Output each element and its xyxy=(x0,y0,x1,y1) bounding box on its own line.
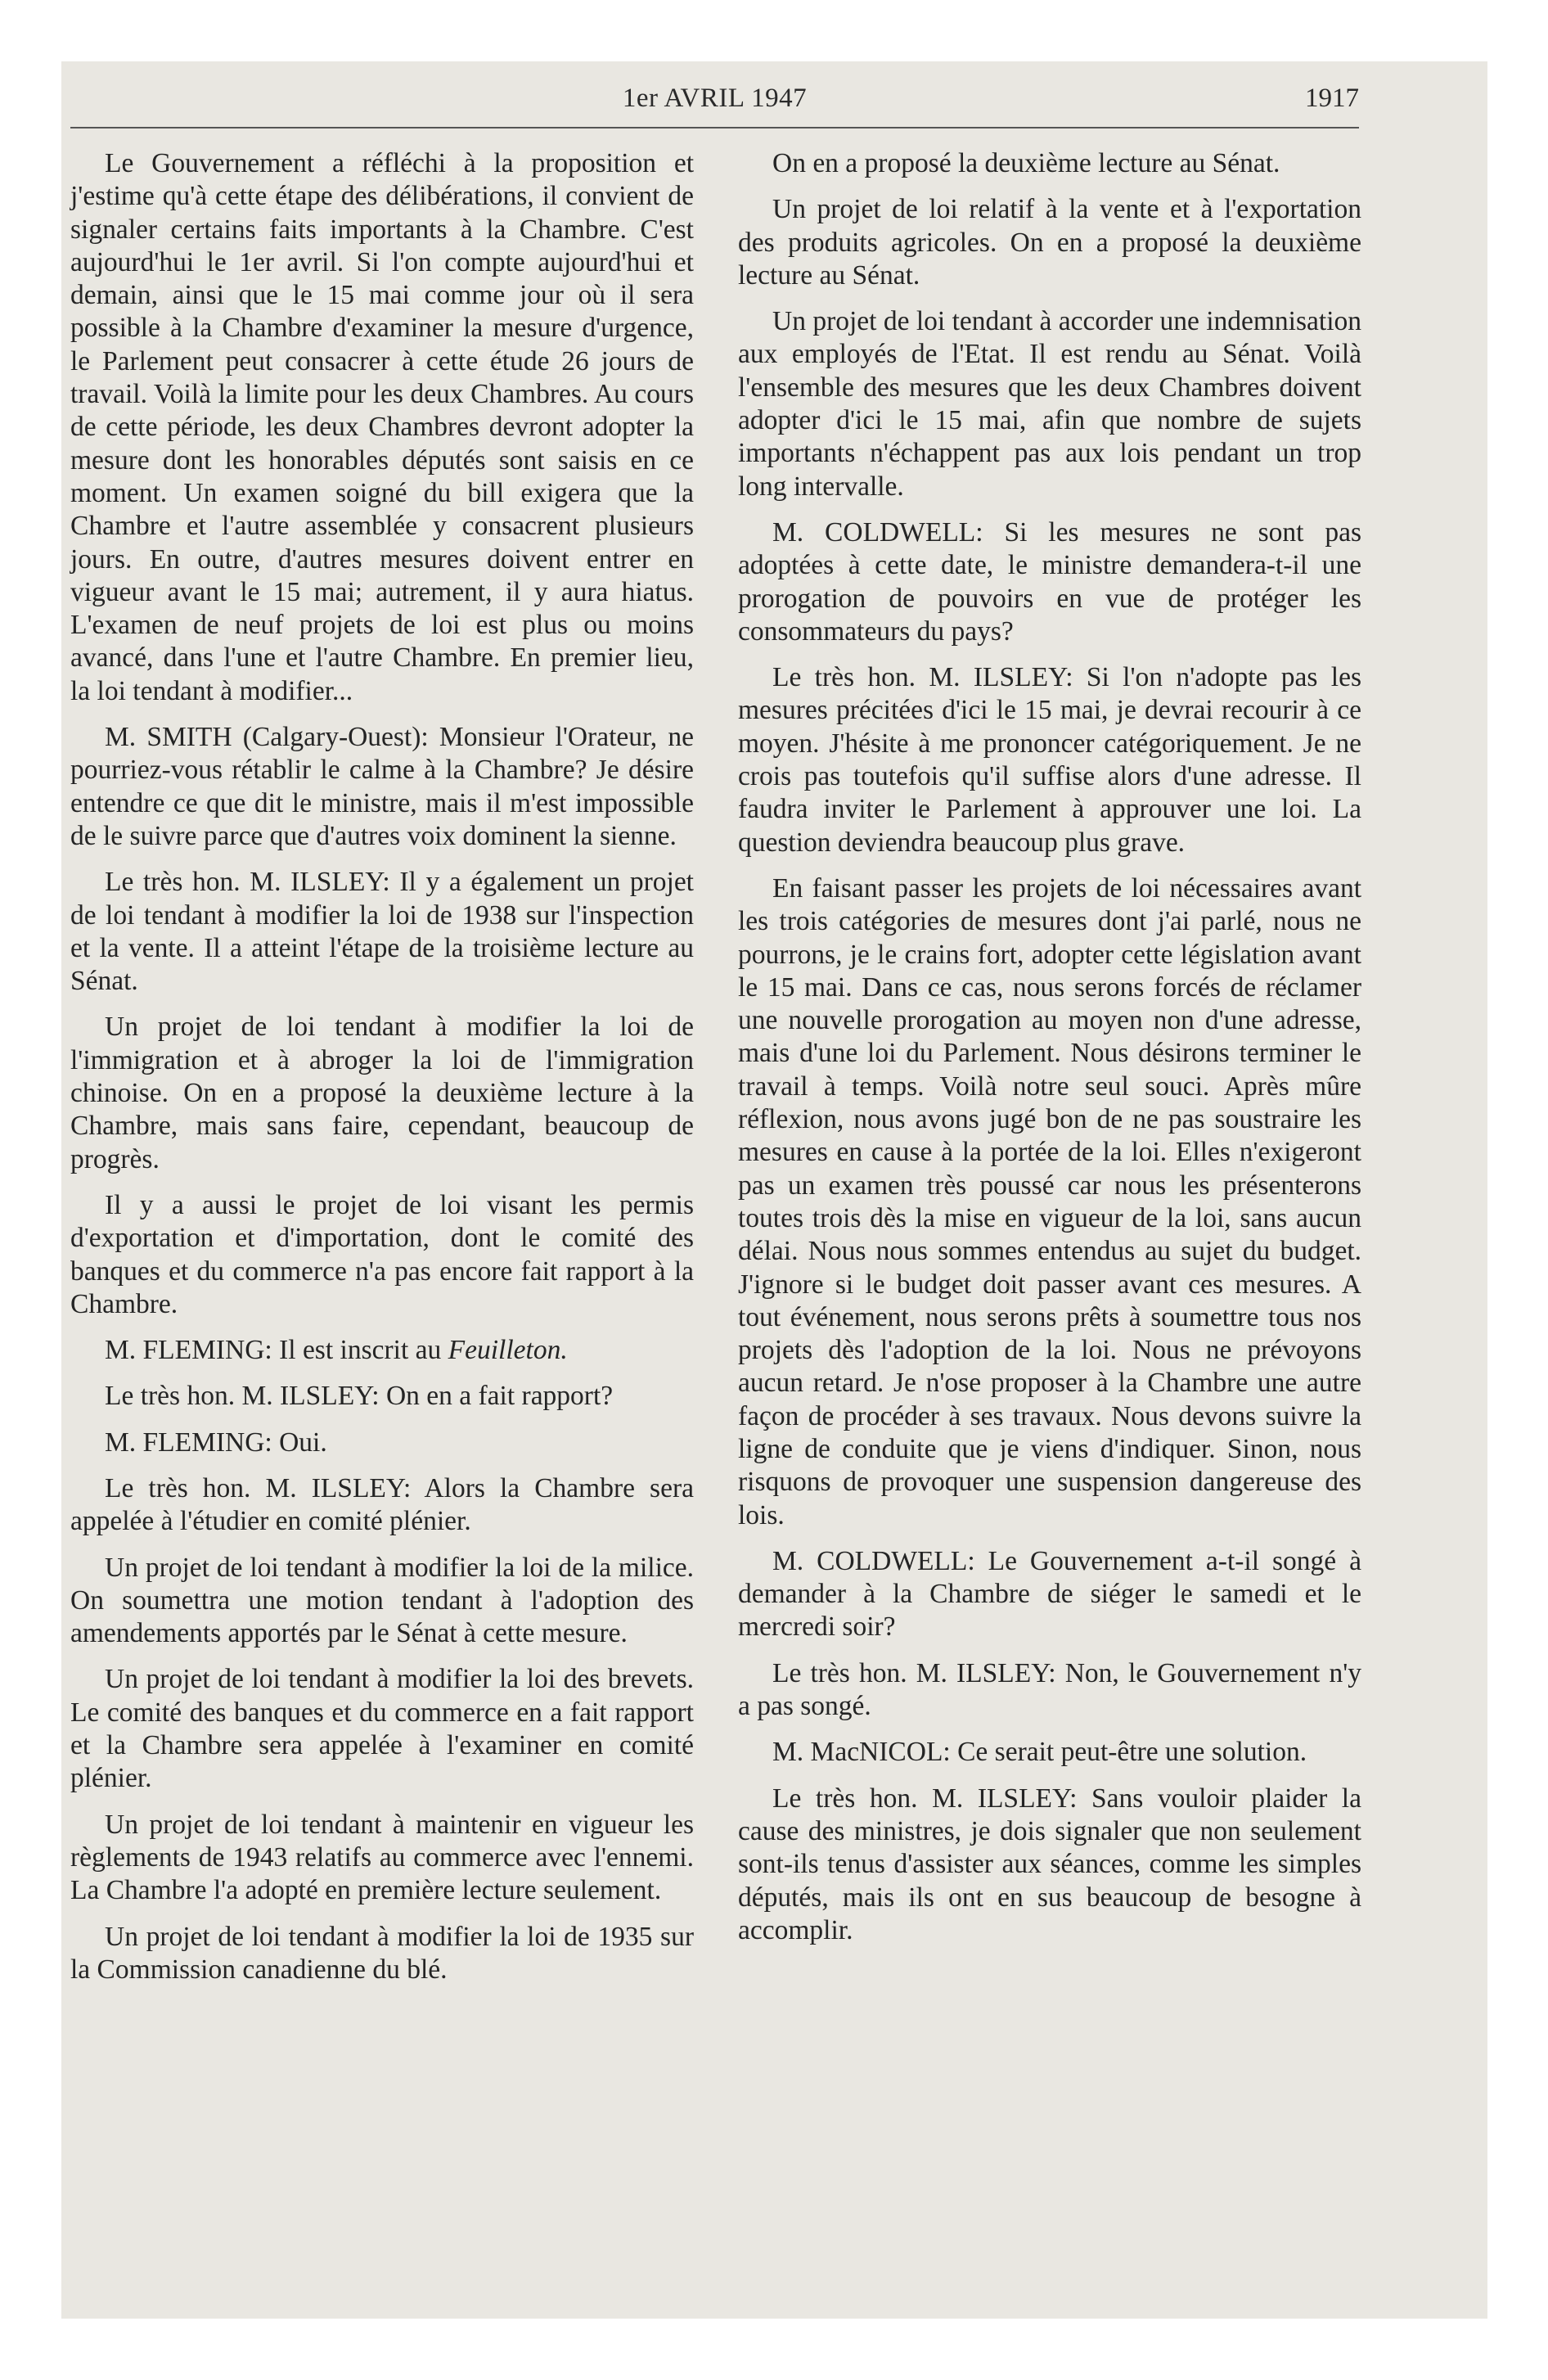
left-column xyxy=(70,147,694,1999)
paragraph: Un projet de loi relatif à la vente et à l'exportation des produits agricoles. On en a proposé la deuxième lecture au Sénat. xyxy=(738,194,1361,291)
paragraph: Le très hon. M. ILSLEY: Il y a également un projet de loi tendant à modifier la loi de 1938 sur l'inspection et la vente. Il a atteint l'étape de la troisième lecture au Sénat. xyxy=(70,867,694,997)
paragraph: M. COLDWELL: Le Gouvernement a-t-il songé à demander à la Chambre de siéger le samedi et le mercredi soir? xyxy=(738,1545,1361,1643)
paragraph: En faisant passer les projets de loi nécessaires avant les trois catégories de mesures dont j'ai parlé, nous ne pourrons, je le crains fort, adopter cette législation avant le 15 mai. Dans ce cas, nous serons forcés de réclamer une nouvelle prorogation au moyen non d'une adresse, mais d'une loi du Parlement. Nous désirons terminer le travail à temps. Voilà notre seul souci. Après mûre réflexion, nous avons jugé bon de ne pas soustraire les mesures en cause à la portée de la loi. Elles n'exigeront pas un examen très poussé car nous les présenterons toutes trois dès la mise en vigueur de la loi, sans aucun délai. Nous nous sommes entendus au sujet du budget. J'ignore si le budget doit passer avant ces mesures. A tout événement, nous serons prêts à soumettre tous nos projets dès l'adoption de la loi. Nous ne prévoyons aucun retard. Je n'ose proposer à la Chambre une autre façon de procéder à ses travaux. Nous devons suivre la ligne de conduite que je viens d'indiquer. Sinon, nous risquons de provoquer une suspension dangereuse des lois. xyxy=(738,872,1361,1530)
right-column xyxy=(738,147,1361,1960)
paragraph: Un projet de loi tendant à modifier la loi des brevets. Le comité des banques et du commerce en a fait rapport et la Chambre sera appelée à l'examiner en comité plénier. xyxy=(70,1664,694,1794)
paragraph: Un projet de loi tendant à accorder une indemnisation aux employés de l'Etat. Il est rendu au Sénat. Voilà l'ensemble des mesures que les deux Chambres doivent adopter d'ici le 15 mai, afin que nombre de sujets importants n'échappent pas aux lois pendant un trop long intervalle. xyxy=(738,306,1362,502)
page-header xyxy=(70,75,1359,124)
header-date: 1er AVRIL 1947 xyxy=(622,83,808,113)
paragraph: Un projet de loi tendant à modifier la loi de 1935 sur la Commission canadienne du blé. xyxy=(70,1921,694,1985)
paragraph: Le très hon. M. ILSLEY: Alors la Chambre sera appelée à l'étudier en comité plénier. xyxy=(70,1472,694,1537)
paragraph: Le très hon. M. ILSLEY: Sans vouloir plaider la cause des ministres, je dois signaler que non seulement sont-ils tenus d'assister aux séances, comme les simples députés, mais ils ont en sus beaucoup de besogne à accomplir. xyxy=(738,1783,1361,1945)
paragraph-text: M. FLEMING: Il est inscrit au xyxy=(105,1335,448,1366)
paragraph: Le très hon. M. ILSLEY: On en a fait rapport? xyxy=(105,1381,614,1412)
paragraph: M. FLEMING: Oui. xyxy=(105,1427,327,1458)
paragraph xyxy=(70,1334,694,1367)
paragraph: Un projet de loi tendant à modifier la loi de l'immigration et à abroger la loi de l'immigration chinoise. On en a proposé la deuxième lecture à la Chambre, mais sans faire, cependant, beaucoup de progrès. xyxy=(70,1012,694,1174)
paragraph: M. SMITH (Calgary-Ouest): Monsieur l'Orateur, ne pourriez-vous rétablir le calme à la Chambre? Je désire entendre ce que dit le ministre, mais il m'est impossible de le suivre parce que d'autres voix dominent la sienne. xyxy=(70,722,694,851)
paragraph: Il y a aussi le projet de loi visant les permis d'exportation et d'importation, dont le comité des banques et du commerce n'a pas encore fait rapport à la Chambre. xyxy=(70,1189,694,1319)
paragraph: On en a proposé la deuxième lecture au Sénat. xyxy=(772,148,1280,178)
feuilleton-italic: Feuilleton. xyxy=(448,1335,568,1366)
paragraph: M. COLDWELL: Si les mesures ne sont pas adoptées à cette date, le ministre demandera-t-il une prorogation de pouvoirs en vue de protéger les consommateurs du pays? xyxy=(738,516,1361,647)
paragraph: Le Gouvernement a réfléchi à la proposition et j'estime qu'à cette étape des délibérations, il convient de signaler certains faits importants à la Chambre. C'est aujourd'hui le 1er avril. Si l'on compte aujourd'hui et demain, ainsi que le 15 mai comme jour où il sera possible à la Chambre d'examiner la mesure d'urgence, le Parlement peut consacrer à cette étude 26 jours de travail. Voilà la limite pour les deux Chambres. Au cours de cette période, les deux Chambres devront adopter la mesure dont les honorables députés sont saisis en ce moment. Un examen soigné du bill exigera que la Chambre et l'autre assemblée y consacrent plusieurs jours. En outre, d'autres mesures doivent entrer en vigueur avant le 15 mai; autrement, il y aura hiatus. L'examen de neuf projets de loi est plus ou moins avancé, dans l'une et l'autre Chambre. En premier lieu, la loi tendant à modifier... xyxy=(70,148,694,706)
paragraph: Un projet de loi tendant à modifier la loi de la milice. On soumettra une motion tendant à l'adoption des amendements apportés par le Sénat à cette mesure. xyxy=(70,1552,694,1649)
paragraph: Le très hon. M. ILSLEY: Non, le Gouvernement n'y a pas songé. xyxy=(738,1657,1361,1722)
page-number: 1917 xyxy=(1305,83,1359,113)
header-rule xyxy=(70,127,1359,128)
paragraph: Le très hon. M. ILSLEY: Si l'on n'adopte pas les mesures précitées d'ici le 15 mai, je devrai recourir à ce moyen. J'hésite à me prononcer catégoriquement. Je ne crois pas toutefois qu'il suffise alors d'une adresse. Il faudra inviter le Parlement à approuver une loi. La question deviendra beaucoup plus grave. xyxy=(738,662,1361,858)
paragraph: Un projet de loi tendant à maintenir en vigueur les règlements de 1943 relatifs au commerce avec l'ennemi. La Chambre l'a adopté en première lecture seulement. xyxy=(70,1809,694,1906)
paragraph: M. MacNICOL: Ce serait peut-être une solution. xyxy=(772,1737,1307,1768)
